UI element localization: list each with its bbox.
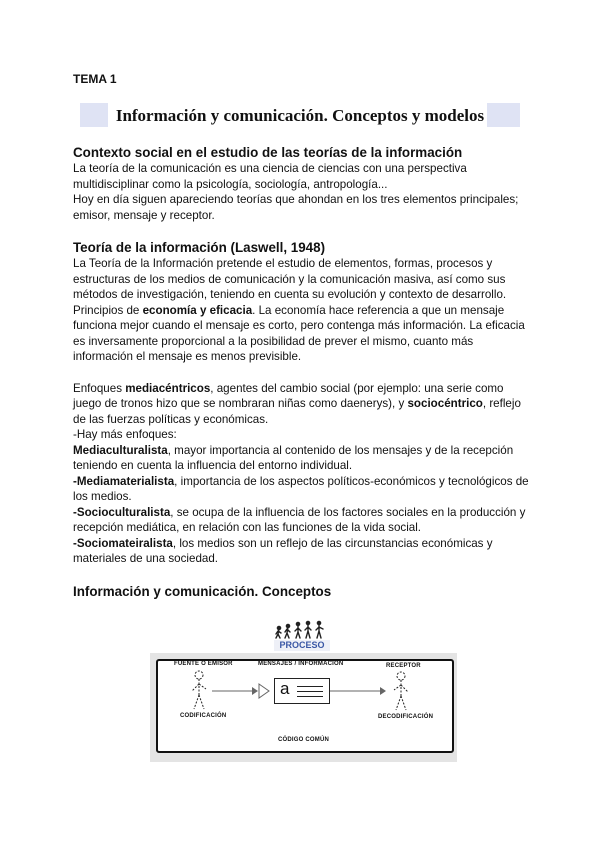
arrow-right-icon [212, 686, 260, 696]
decodificacion-label: DECODIFICACIÓN [378, 714, 434, 720]
section-heading-contexto: Contexto social en el estudio de las teorías de la información [73, 145, 463, 160]
arrow-right-icon [330, 686, 388, 696]
proceso-label: PROCESO [274, 640, 330, 651]
message-glyph: a [280, 679, 290, 698]
paragraph: La teoría de la comunicación es una ciencia de ciencias con una perspectiva multidisciplinar como la psicología, sociología, antropología... [73, 162, 467, 191]
message-document-icon [274, 678, 330, 704]
list-item: -Socioculturalista, se ocupa de la influencia de los factores sociales en la producción y recepción mediática, en relación con las funciones de la vida social. [73, 505, 526, 534]
mensajes-label: MENSAJES / INFORMACIÓN [258, 661, 344, 667]
receptor-figure-icon [390, 670, 412, 712]
section-heading-conceptos: Información y comunicación. Conceptos [73, 583, 332, 599]
evolution-icon [274, 620, 330, 640]
tema-label: TEMA 1 [73, 72, 117, 86]
message-line [297, 696, 323, 697]
message-line [297, 686, 323, 687]
emisor-figure-icon [188, 669, 210, 711]
message-play-icon [258, 683, 270, 699]
emisor-label: FUENTE O EMISOR [174, 661, 233, 667]
communication-process-diagram [150, 620, 457, 762]
bold-term: mediacéntricos [125, 381, 211, 395]
page-title: Información y comunicación. Conceptos y modelos [115, 106, 485, 125]
paragraph: La Teoría de la Información pretende el estudio de elementos, formas, procesos y estructuras de los medios de comunicación y la comunicación masiva, así como sus métodos de investigación, teniendo en cuenta su evolución y contexto de desarrollo. [73, 257, 507, 301]
list-item: -Mediamaterialista, importancia de los aspectos políticos-económicos y tecnológicos de los medios. [73, 474, 529, 503]
paragraph: Principios de economía y eficacia. La economía hace referencia a que un mensaje funciona mejor cuando el mensaje es corto, pero contenga más información. La eficacia es inversamente proporcional a la posibilidad de prever el mismo, cuanto más información el mensaje es menos previsible. [73, 303, 525, 363]
receptor-label: RECEPTOR [386, 663, 421, 669]
bold-term: sociocéntrico [407, 397, 483, 410]
document-body [73, 144, 533, 600]
message-line [297, 691, 323, 692]
section-heading-teoria: Teoría de la información (Laswell, 1948) [73, 240, 326, 255]
bold-term: economía y eficacia [142, 303, 253, 317]
list-item: Mediaculturalista, mayor importancia al contenido de los mensajes y de la recepción teniendo en cuenta la influencia del entorno individual. [73, 443, 514, 472]
paragraph: Hoy en día siguen apareciendo teorías que ahondan en los tres elementos principales; emisor, mensaje y receptor. [73, 193, 519, 222]
paragraph: -Hay más enfoques: [73, 428, 177, 441]
list-item: -Sociomateiralista, los medios son un reflejo de las circunstancias económicas y materiales de una sociedad. [73, 536, 493, 565]
codificacion-label: CODIFICACIÓN [180, 713, 227, 719]
paragraph: Enfoques mediacéntricos, agentes del cambio social (por ejemplo: una serie como juego de tronos hizo que se nombraran niñas como daenerys), y sociocéntrico, reflejo de las fuerzas políticas y económicas. [73, 381, 521, 426]
codigo-comun-label: CÓDIGO COMÚN [278, 737, 330, 743]
